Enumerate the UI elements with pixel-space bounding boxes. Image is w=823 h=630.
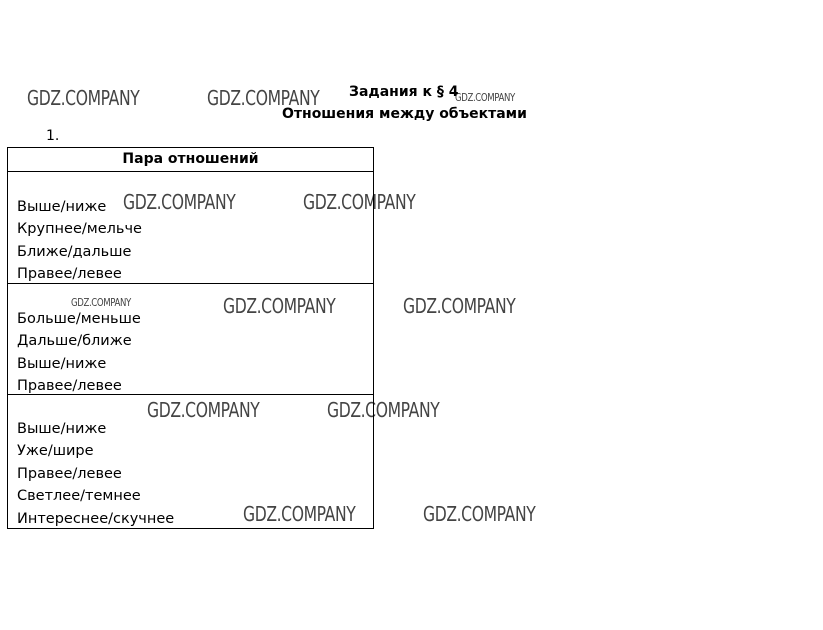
watermark: GDZ.COMPANY (403, 294, 516, 318)
relation-pair: Выше/ниже (17, 199, 107, 215)
relation-pair: Правее/левее (17, 266, 122, 283)
relation-pair: Дальше/ближе (17, 333, 132, 350)
relation-pair: Интереснее/скучнее (17, 510, 175, 527)
relation-pair: Уже/шире (17, 443, 94, 460)
task-number: 1. (46, 128, 60, 144)
watermark: GDZ.COMPANY (147, 398, 260, 422)
relation-pair: Больше/меньше (17, 311, 141, 327)
relation-pair: Правее/левее (17, 465, 122, 482)
watermark: GDZ.COMPANY (303, 190, 416, 214)
watermark: GDZ.COMPANY (123, 190, 236, 214)
watermark: GDZ.COMPANY (71, 296, 131, 309)
page-title: Задания к § 4 (349, 84, 459, 100)
watermark: GDZ.COMPANY (207, 86, 320, 110)
relation-pair: Правее/левее (17, 378, 122, 395)
relation-pair: Крупнее/мельче (17, 221, 142, 238)
relation-pair: Светлее/темнее (17, 488, 141, 505)
table-group (8, 172, 373, 284)
watermark: GDZ.COMPANY (243, 502, 356, 526)
relation-pair: Ближе/дальше (17, 243, 132, 260)
watermark: GDZ.COMPANY (327, 398, 440, 422)
page-subtitle: Отношения между объектами (282, 106, 527, 122)
table-group (8, 284, 373, 395)
table-group (8, 395, 373, 528)
relation-pair: Выше/ниже (17, 355, 107, 372)
table-header: Пара отношений (8, 148, 373, 172)
watermark: GDZ.COMPANY (223, 294, 336, 318)
watermark: GDZ.COMPANY (455, 91, 515, 104)
watermark: GDZ.COMPANY (27, 86, 140, 110)
relation-pair: Выше/ниже (17, 421, 107, 437)
relations-table (7, 147, 374, 529)
watermark: GDZ.COMPANY (423, 502, 536, 526)
